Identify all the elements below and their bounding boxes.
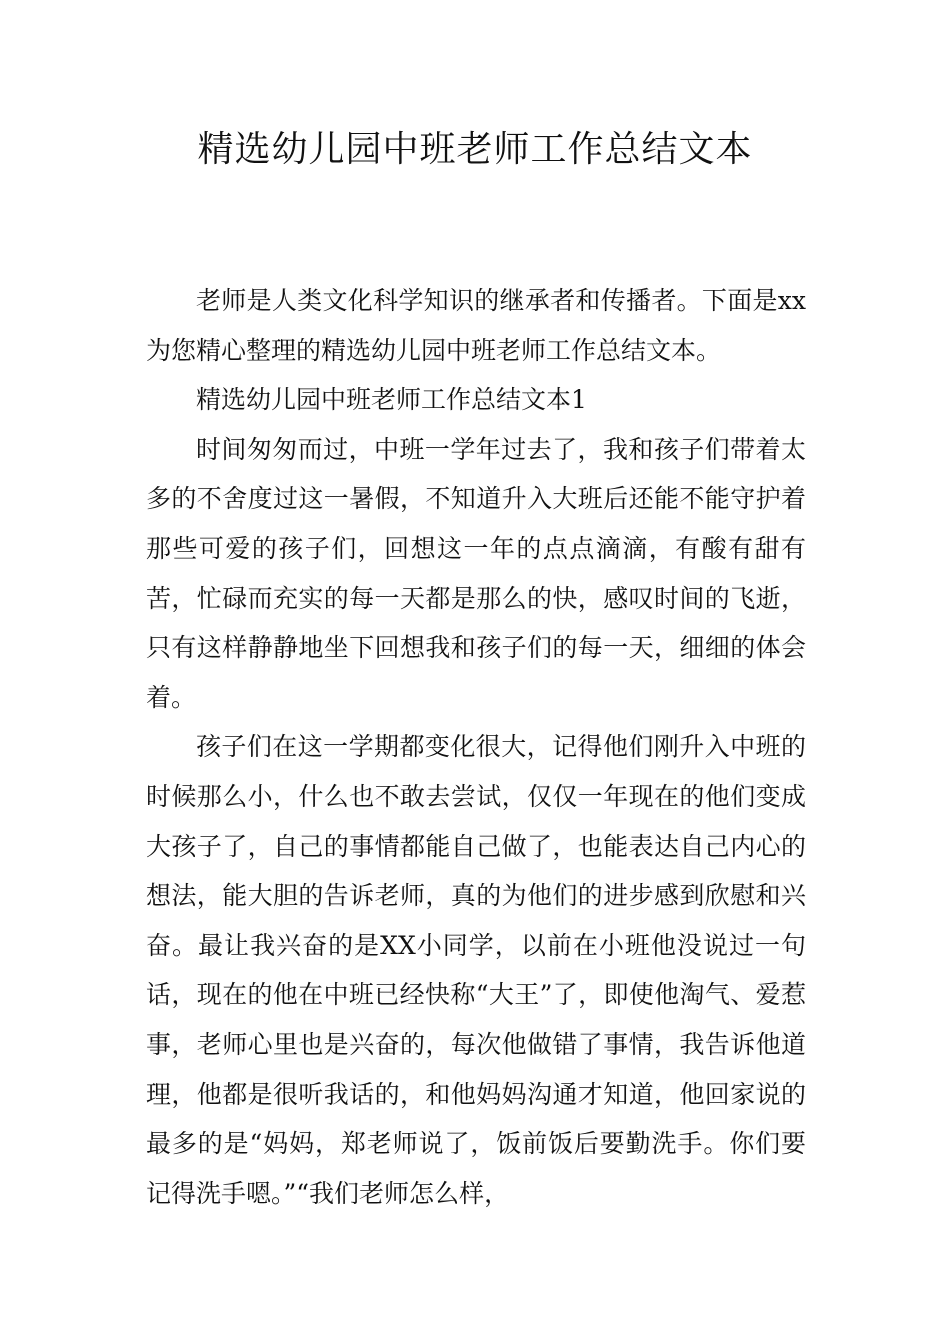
section-heading: 精选幼儿园中班老师工作总结文本1 [196, 385, 587, 415]
paragraph-1: 时间匆匆而过，中班一学年过去了，我和孩子们带着太多的不舍度过这一暑假，不知道升入大班后还能不能守护着那些可爱的孩子们，回想这一年的点点滴滴，有酸有甜有苦，忙碌而充实的每一天都是那么的快，感叹时间的飞逝，只有这样静静地坐下回想我和孩子们的每一天，细细的体会着。 [146, 434, 806, 712]
document-body [146, 276, 806, 1218]
document-title: 精选幼儿园中班老师工作总结文本 [197, 129, 753, 170]
paragraph-2: 孩子们在这一学期都变化很大，记得他们刚升入中班的时候那么小，什么也不敢去尝试，仅仅一年现在的他们变成大孩子了，自己的事情都能自己做了，也能表达自己内心的想法，能大胆的告诉老师，真的为他们的进步感到欣慰和兴奋。最让我兴奋的是XX小同学，以前在小班他没说过一句话，现在的他在中班已经快称“大王”了，即使他淘气、爱惹事，老师心里也是兴奋的，每次他做错了事情，我告诉他道理，他都是很听我话的，和他妈妈沟通才知道，他回家说的最多的是“妈妈，郑老师说了，饭前饭后要勤洗手。你们要记得洗手嗯。”“我们老师怎么样， [146, 732, 806, 1208]
paragraph-intro: 老师是人类文化科学知识的继承者和传播者。下面是xx为您精心整理的精选幼儿园中班老师工作总结文本。 [146, 286, 806, 365]
